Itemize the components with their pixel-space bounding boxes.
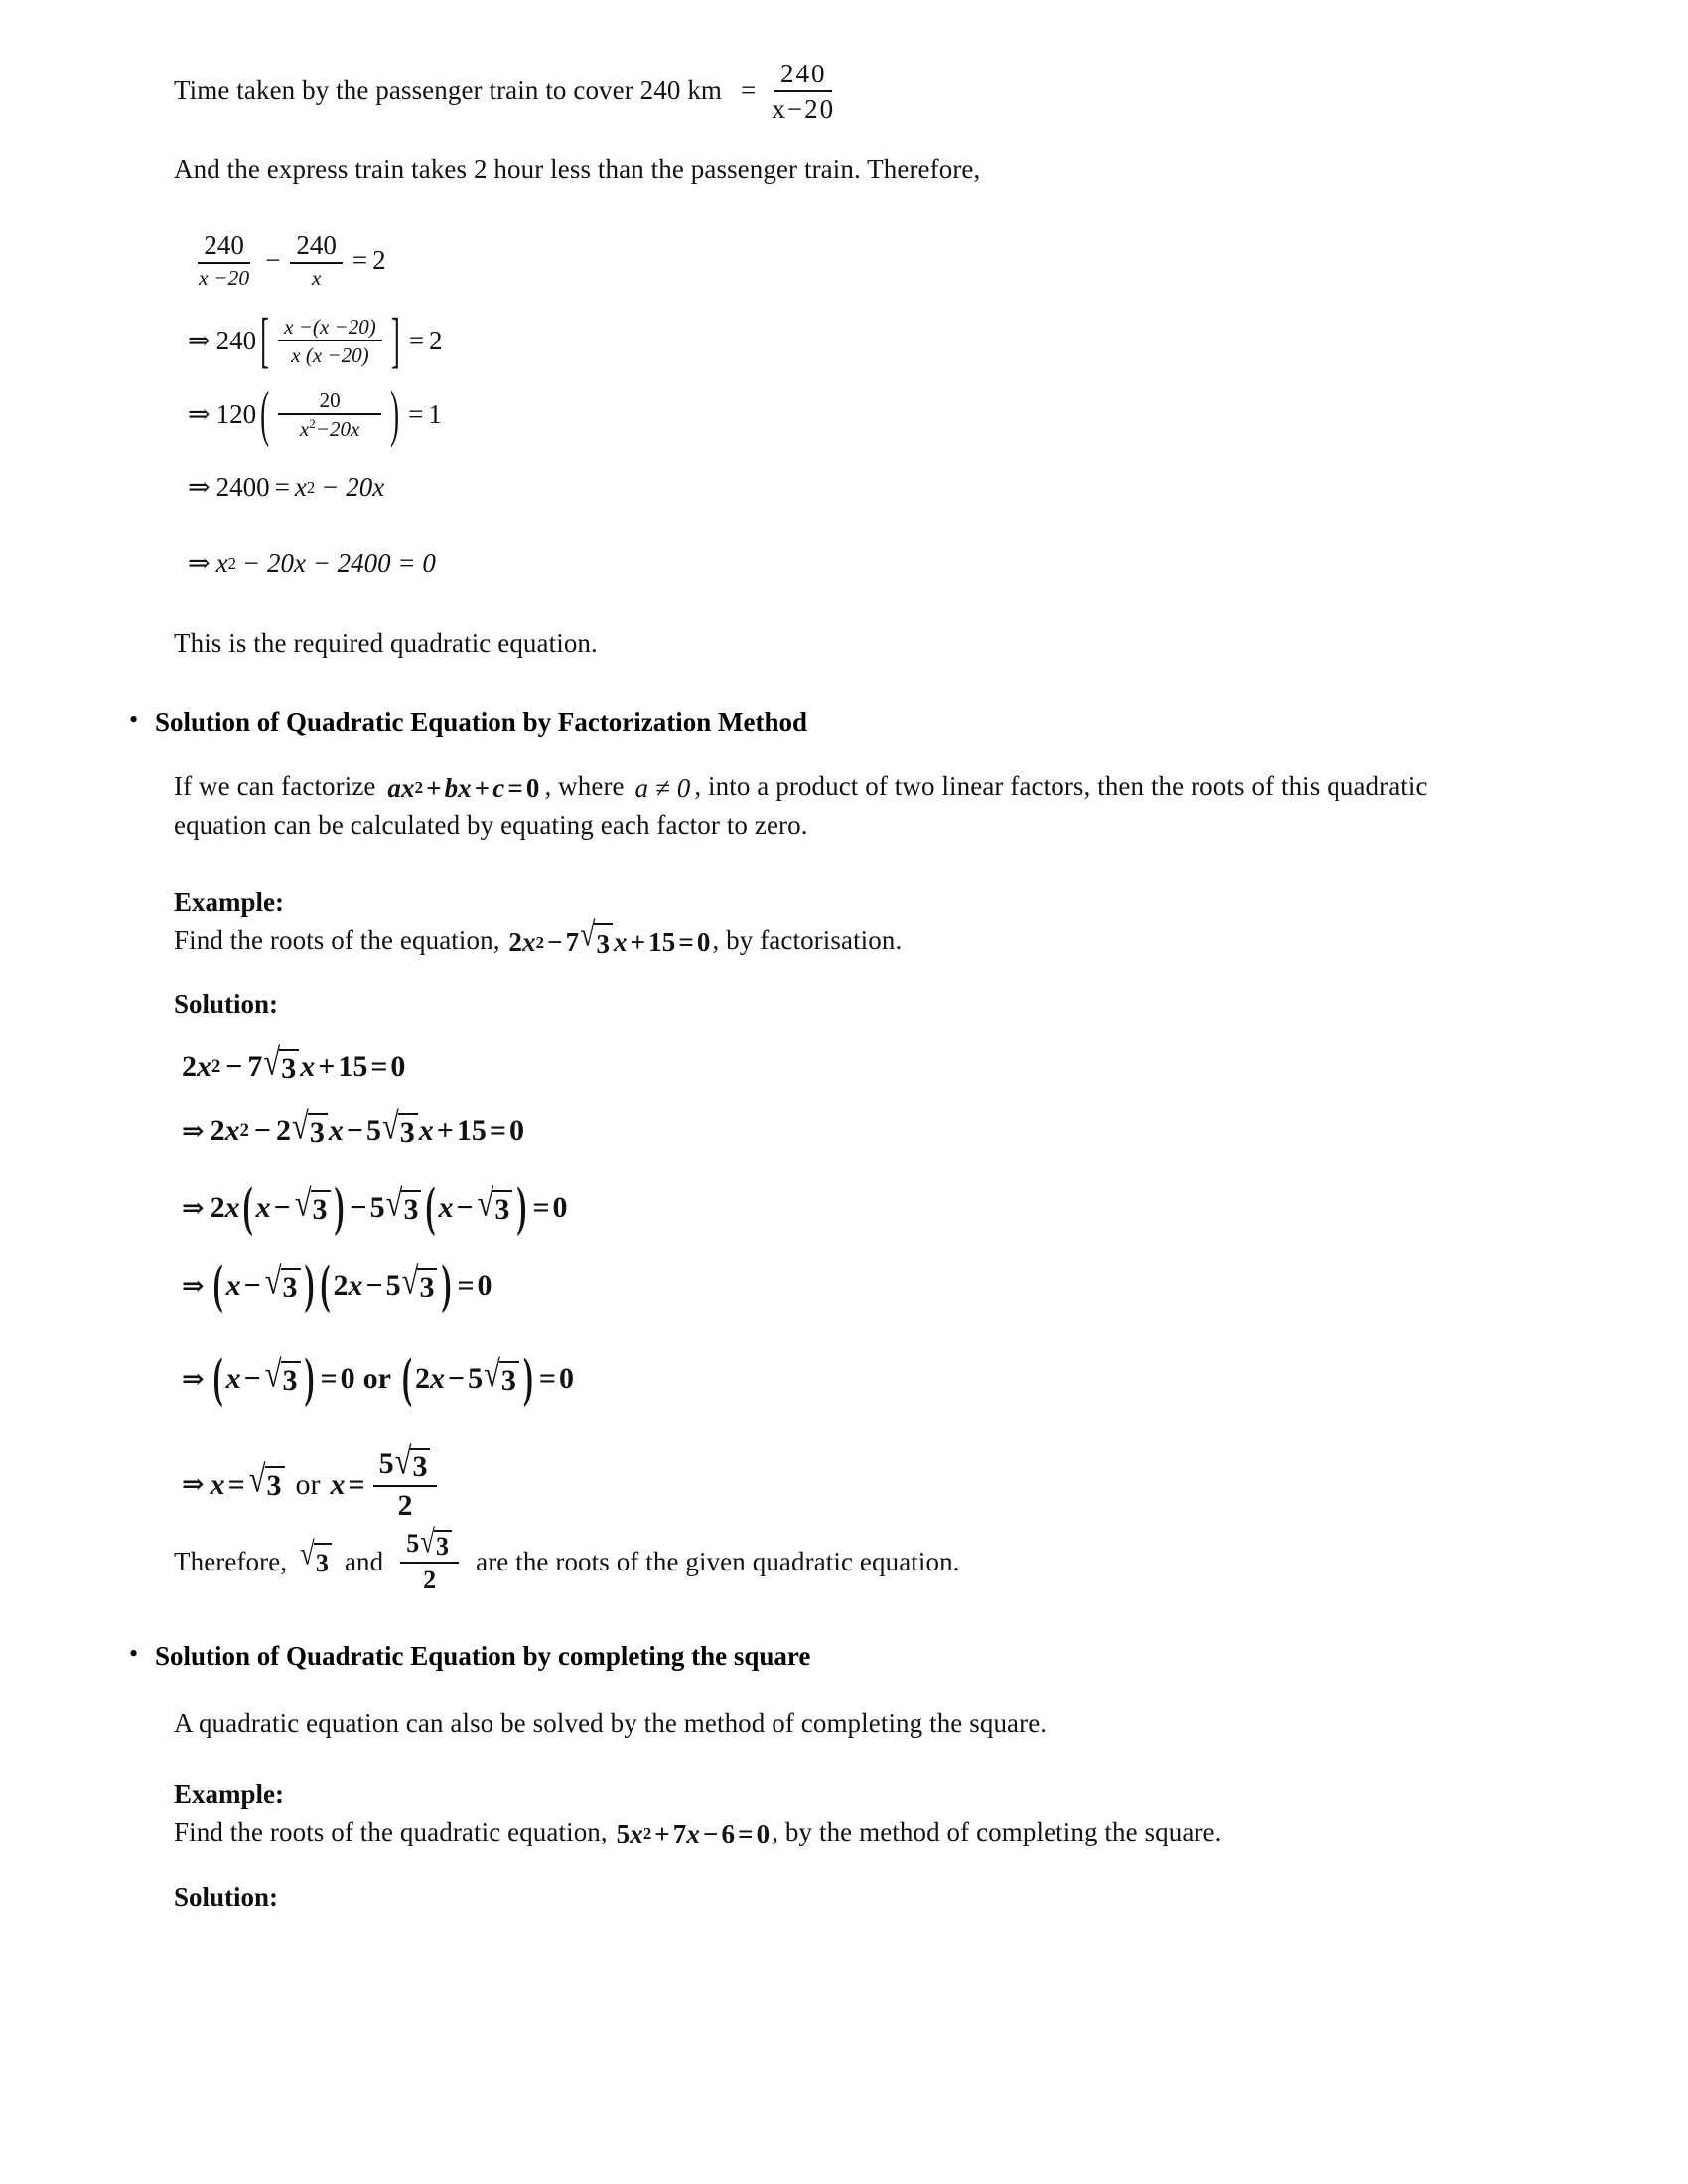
sqrt-3-root1 [248,1458,285,1503]
variable-x: x [215,548,228,579]
example-text-post: , by the method of completing the square. [772,1816,1222,1846]
coef-5: 5 [369,1191,385,1225]
equals-sign: = [532,1191,550,1225]
paragraph-example-1 [174,914,1494,963]
var-x: x [400,772,415,803]
paragraph-conclusion-roots [174,1522,1494,1595]
equals-sign: = [678,927,694,958]
example-equation-2: 5 x 2 + 7 x − 6 = 0 [617,1816,771,1852]
sqrt-3 [394,1440,431,1484]
radicand: 3 [279,1049,299,1086]
minus-sign-2: − [365,1269,383,1302]
minus-sign-1: − [273,1191,291,1225]
inner-x-2: x [438,1191,454,1225]
sqrt-3-b [484,1352,519,1398]
radical-sign: √ [580,914,596,953]
implies-arrow: ⇒ [188,399,211,430]
radical-sign: √ [394,1440,412,1483]
var-x-2: x [300,1050,316,1084]
radicand: 3 [308,1113,328,1150]
radicand: 3 [311,1190,331,1227]
const-15: 15 [338,1050,368,1084]
denominator: 2 [423,1566,437,1595]
plus-sign-2: + [474,772,491,803]
equation-step-3 [188,379,1494,449]
heading-factorization-method [129,706,1494,738]
paren-close-1: ) [304,1347,315,1409]
var-x: x [522,927,536,958]
coef-5: 5 [468,1362,484,1396]
example-equation-1: 2 x 2 − 7 √ 3 x + 15 = 0 [508,923,710,963]
right-hand-side: 2 [372,245,386,276]
coef-2: 2 [508,927,523,958]
equals-sign: = [507,772,523,803]
var-x-2: x [686,1818,701,1848]
spacer [174,874,1494,887]
radical-sign: √ [381,1104,399,1147]
minus-sign-1: − [243,1269,261,1302]
zero: 0 [525,772,540,803]
heading-text: Solution of Quadratic Equation by Factorization Method [155,707,808,738]
coef-5: 5 [616,1818,631,1848]
coef-5: 5 [385,1269,401,1302]
equals-sign: = [352,245,368,276]
coef-2: 2 [210,1191,225,1225]
equals-sign: = [457,1269,475,1302]
radical-sign: √ [248,1458,266,1501]
s1-math: 2 x 2 − 7 √ 3 x + 15 = 0 [182,1049,405,1086]
sqrt-3-a [264,1259,301,1304]
radical-sign: √ [294,1181,312,1224]
paren-close: ) [390,379,400,449]
var-x-2: x [348,1269,363,1302]
paren-close-1: ) [304,1254,315,1315]
sqrt-3-b [385,1181,422,1227]
const-15: 15 [648,927,676,958]
zero-1: 0 [340,1362,355,1396]
time-taken-text: Time taken by the passenger train to cover 240 km [174,75,723,106]
denominator: x [311,266,322,291]
paragraph-required-quadratic: This is the required quadratic equation. [174,627,598,658]
s6-math [182,1440,442,1522]
condition-a-not-zero: a ≠ 0 [634,772,691,803]
coefficient: 120 [215,399,257,430]
example-text-pre: Find the roots of the quadratic equation, [174,1816,608,1846]
page-content [129,59,1494,1917]
s3-math [182,1176,568,1238]
bracket-open: [ [260,306,270,375]
var-x-3: x [418,1114,434,1148]
radicand: 3 [594,923,613,963]
bullet-icon: • [129,705,139,735]
solution-label-2: Solution: [174,1881,279,1912]
solution-step-5 [182,1347,1494,1409]
coef-b: b [444,772,459,803]
equals-sign: = [738,1818,754,1848]
minus-sign-2: − [447,1362,466,1396]
coef-2: 2 [182,1050,197,1084]
var-x: x [225,1269,241,1302]
zero: 0 [508,1114,524,1148]
paren-close-1: ) [334,1176,345,1238]
s4-math [182,1254,492,1315]
radicand: 3 [410,1448,430,1483]
equals-sign-1: = [320,1362,338,1396]
sqrt-3-a [264,1352,301,1398]
radical-sign: √ [300,1534,315,1571]
derivation-block [188,231,1494,589]
denominator: x −20 [199,266,250,291]
inner-x-1: x [255,1191,271,1225]
zero: 0 [477,1269,492,1302]
paren-close-2: ) [516,1176,527,1238]
minus-sign: − [265,245,281,276]
example-label-2: Example: [174,1778,284,1809]
denominator: 2 [397,1488,413,1522]
coefficient: 240 [215,326,257,356]
coef-2: 2 [333,1269,349,1302]
frac-240-x-minus-20 [193,231,255,289]
coef-7: 7 [247,1050,263,1084]
frac-5-sqrt3-over-2 [373,1440,438,1522]
coef-2: 2 [210,1114,225,1148]
paren-open-2: ( [401,1347,412,1409]
radicand: 3 [401,1190,421,1227]
zero: 0 [696,927,711,958]
coef-c: c [492,772,505,803]
plus-sign: + [426,772,442,803]
right-hand-side: 1 [428,399,442,430]
var-x: x [630,1818,643,1848]
sqrt-3 [263,1040,299,1086]
radicand: 3 [265,1466,285,1503]
radical-sign: √ [401,1259,419,1301]
var-x-2: x [429,1362,445,1396]
numerator [400,1522,459,1565]
sqrt-3-second [381,1104,418,1150]
para-part-2: , where [544,770,625,801]
var-x: x [210,1467,225,1501]
conclusion-post: are the roots of the given quadratic equation. [476,1546,960,1576]
or-text-1: or [362,1362,391,1396]
radical-sign: √ [292,1104,309,1147]
radical-sign: √ [264,1259,282,1301]
var-x-2: x [614,927,628,958]
minus-sign-1: − [243,1362,261,1396]
minus-sign: − [225,1050,243,1084]
s2-math: ⇒ 2 x 2 − 2 √ 3 x − 5 √ 3 x + 15 = 0 [182,1113,524,1150]
sqrt-3 [420,1522,452,1561]
paren-open-2: ( [425,1176,436,1238]
step5-math: ⇒ x 2 − 20x − 2400 = 0 [188,548,436,579]
radicand: 3 [281,1268,301,1304]
example-label-1: Example: [174,887,284,918]
equation-step-1 [188,231,1494,289]
var-x-2: x [328,1114,344,1148]
radical-sign: √ [263,1040,281,1083]
implies-arrow: ⇒ [188,548,211,579]
equation-step-4 [188,463,1494,514]
right-hand-side: 2 [429,326,443,356]
var-x-2: x [458,772,472,803]
tail-term: − 20x − 2400 = 0 [241,548,436,579]
const-15: 15 [456,1114,487,1148]
fraction-numerator: 240 [774,60,833,92]
root-1 [299,1534,333,1581]
root-2 [395,1522,464,1595]
spacer [174,692,1494,706]
paren-open-1: ( [242,1176,253,1238]
radicand: 3 [492,1190,512,1227]
and-text: and [344,1546,384,1576]
tail-term: − 20x [321,473,385,503]
radicand: 3 [281,1361,301,1398]
plus-sign: + [318,1050,336,1084]
conclusion-pre: Therefore, [174,1546,288,1576]
equals-sign: = [408,326,425,356]
equals-sign-2: = [348,1467,365,1501]
implies-arrow: ⇒ [188,473,211,503]
den-rest: −20x [315,417,360,442]
s5-math [182,1347,574,1409]
paren-open-1: ( [212,1347,223,1409]
frac-240-x [290,231,343,289]
paragraph-example-2 [174,1814,1494,1852]
equation-step-2 [188,306,1494,375]
coef-7: 7 [672,1818,687,1848]
solution-step-4 [182,1254,1494,1315]
heading-completing-square [129,1640,1494,1672]
denominator [278,415,381,440]
bullet-icon: • [129,1638,139,1668]
minus-sign-1: − [253,1114,272,1148]
implies-arrow: ⇒ [188,326,211,356]
step2-math [188,306,443,375]
implies-arrow: ⇒ [182,1469,205,1500]
implies-arrow: ⇒ [182,1115,205,1146]
paragraph-factorization-definition [174,768,1494,845]
paren-open: ( [260,379,270,449]
radical-sign: √ [385,1181,403,1224]
radicand: 3 [314,1543,332,1581]
solution-step-1 [182,1041,1494,1093]
zero-2: 0 [558,1362,574,1396]
radical-sign: √ [484,1352,500,1395]
sqrt-3-a [294,1181,331,1227]
denominator: x (x −20) [291,343,369,368]
zero: 0 [390,1050,406,1084]
paren-close-2: ) [441,1254,452,1315]
radicand: 3 [398,1113,418,1150]
step1-math [188,231,386,289]
paren-close-2: ) [522,1347,533,1409]
spacer [174,217,1494,231]
variable-x: x [294,473,307,503]
minus-sign-2: − [346,1114,363,1148]
var-x: x [225,1362,241,1396]
equals-sign: = [274,473,290,503]
solution-steps-block [182,1041,1494,1522]
numerator-coef: 5 [406,1528,420,1558]
zero: 0 [756,1818,771,1848]
equation-step-5 [188,538,1494,590]
implies-arrow: ⇒ [182,1363,205,1394]
example-text-pre: Find the roots of the equation, [174,925,500,956]
paragraph-completing-square-definition: A quadratic equation can also be solved by the method of completing the square. [174,1708,1048,1739]
var-x: x [197,1050,211,1084]
fraction-240-over-x-minus-20 [766,60,841,123]
zero: 0 [552,1191,568,1225]
para-part-1: If we can factorize [174,770,376,801]
sqrt-3-first [292,1104,328,1150]
den-exponent: 2 [309,416,316,432]
equals-sign: = [741,75,757,106]
var-x-2: x [330,1467,346,1501]
coef-a: a [387,772,401,803]
sqrt-3-b [401,1259,438,1304]
solution-step-2 [182,1105,1494,1157]
var-x: x [224,1191,240,1225]
para-part-3: , into a product of two linear factors, then the roots of this quadratic equation can be calculated by equating each factor to zero. [174,770,1428,841]
implies-arrow: ⇒ [182,1270,205,1300]
solution-step-3 [182,1176,1494,1238]
radicand: 3 [499,1361,519,1398]
frac-5-sqrt3-over-2 [400,1522,459,1595]
sqrt-3-c [477,1181,513,1227]
implies-arrow: ⇒ [182,1192,205,1223]
spacer [174,600,1494,625]
coef-5: 5 [365,1114,381,1148]
coef-2b: 2 [276,1114,292,1148]
step4-math: ⇒ 2400 = x 2 − 20x [188,473,385,503]
plus-sign: + [630,927,646,958]
equals-sign-1: = [227,1467,245,1501]
example-text-post: , by factorisation. [712,925,903,956]
general-quadratic-formula: a x 2 + b x + c = 0 [387,770,539,807]
radical-sign: √ [420,1522,435,1560]
sqrt-3 [580,914,613,963]
time-taken-formula [736,60,846,123]
solution-step-6 [182,1440,1494,1522]
spacer [174,137,1494,151]
solution-label-1: Solution: [174,989,279,1020]
frac-step2 [278,316,382,367]
plus-sign: + [654,1818,670,1848]
den-variable: x [299,417,310,442]
minus-sign: − [547,927,563,958]
minus-sign: − [703,1818,719,1848]
paren-open-1: ( [212,1254,223,1315]
heading-text: Solution of Quadratic Equation by completing the square [155,1640,811,1671]
var-x: x [224,1114,240,1148]
sqrt-3 [300,1534,332,1581]
numerator: x −(x −20) [278,316,382,341]
equals-sign: = [489,1114,506,1148]
coef-2: 2 [414,1362,430,1396]
bracket-close: ] [390,306,400,375]
radicand: 3 [417,1268,437,1304]
numerator-coef: 5 [378,1447,394,1481]
frac-step3 [278,389,381,441]
paragraph-time-taken [174,60,1494,123]
or-text: or [295,1467,321,1501]
minus-sign-3: − [456,1191,474,1225]
paragraph-express-train: And the express train takes 2 hour less than the passenger train. Therefore, [174,154,981,185]
paren-open-2: ( [320,1254,331,1315]
coef-7: 7 [565,927,580,958]
left-hand-side: 2400 [215,473,270,503]
numerator [373,1440,438,1487]
minus-sign-2: − [350,1191,367,1225]
plus-sign: + [436,1114,454,1148]
radicand: 3 [434,1530,452,1561]
radical-sign: √ [477,1181,494,1224]
equals-sign: = [408,399,424,430]
const-6: 6 [721,1818,736,1848]
equals-sign: = [370,1050,388,1084]
step3-math [188,379,442,449]
numerator: 240 [198,231,250,264]
radical-sign: √ [264,1352,282,1395]
equals-sign-2: = [538,1362,556,1396]
numerator: 240 [290,231,343,264]
fraction-denominator: x−20 [772,93,836,124]
numerator: 20 [278,389,381,415]
